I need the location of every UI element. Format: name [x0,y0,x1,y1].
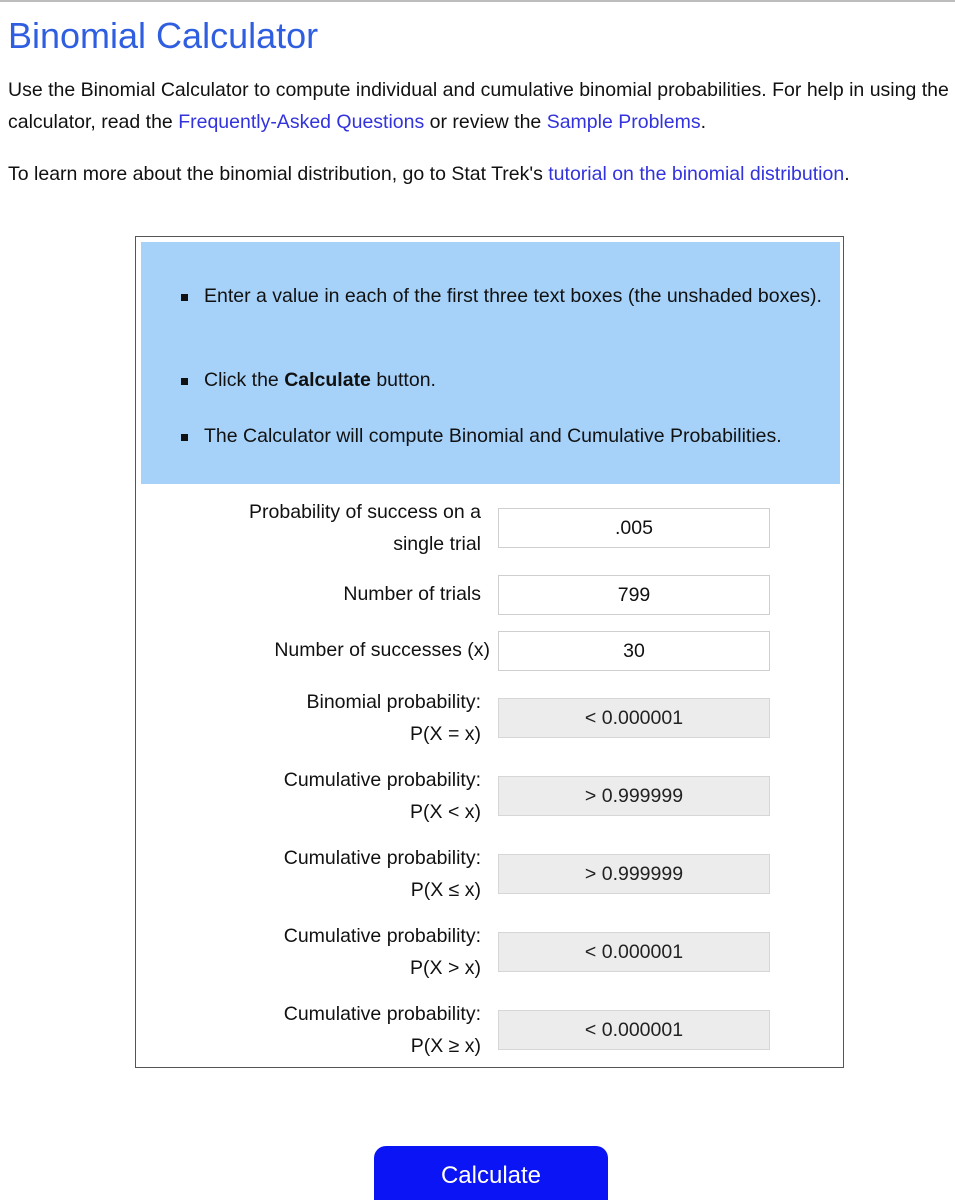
binomial-probability-label [306,686,481,750]
cumulative-le-output [498,854,770,894]
cumulative-lt-label [284,764,481,828]
bullet-icon [181,434,188,441]
label-line: P(X > x) [410,957,481,979]
intro-text-1: Use the Binomial Calculator to compute individual and cumulative binomial probabilities. For help in using the calculator, read the [8,79,949,133]
label-line: Cumulative probability: [283,769,481,791]
label-line: P(X ≥ x) [410,1035,481,1057]
label-line: P(X < x) [410,801,481,823]
page-title: Binomial Calculator [8,15,319,56]
trials-label: Number of trials [343,583,481,605]
label-line: P(X = x) [410,723,481,745]
label-line: Binomial probability: [306,691,481,713]
successes-label: Number of successes (x) [274,639,490,661]
cumulative-ge-output [498,1010,770,1050]
cumulative-lt-output [498,776,770,816]
faq-link[interactable]: Frequently-Asked Questions [178,111,425,133]
binomial-probability-output [498,698,770,738]
successes-input[interactable] [498,631,770,671]
instruction-item: Enter a value in each of the first three text boxes (the unshaded boxes). [204,285,822,307]
instruction-text: Click the [204,369,285,391]
instruction-bold-text: Calculate [284,369,371,391]
label-line: Cumulative probability: [283,847,481,869]
instruction-item: The Calculator will compute Binomial and Cumulative Probabilities. [204,425,782,447]
label-line: Cumulative probability: [283,1003,481,1025]
tutorial-text-2: . [844,163,850,185]
instruction-item [204,364,824,396]
bullet-icon [181,294,188,301]
calculate-button[interactable]: Calculate [374,1146,608,1200]
calculator-panel [135,236,844,1068]
probability-input[interactable] [498,508,770,548]
tutorial-link[interactable]: tutorial on the binomial distribution [548,163,845,185]
trials-input[interactable] [498,575,770,615]
label-line: Cumulative probability: [283,925,481,947]
intro-text-2: or review the [424,111,547,133]
bullet-icon [181,378,188,385]
tutorial-paragraph [8,158,953,190]
instructions-panel [141,242,840,484]
cumulative-le-label [284,842,481,906]
probability-label [249,496,481,560]
cumulative-gt-label [284,920,481,984]
intro-text-3: . [700,111,707,133]
label-line: Probability of success on a [249,501,481,523]
intro-paragraph [8,74,953,138]
label-line: single trial [393,533,481,555]
instruction-text: button. [370,369,436,391]
label-line: P(X ≤ x) [410,879,481,901]
cumulative-gt-output [498,932,770,972]
cumulative-ge-label [284,998,481,1062]
tutorial-text-1: To learn more about the binomial distribution, go to Stat Trek's [8,163,549,185]
sample-problems-link[interactable]: Sample Problems [546,111,701,133]
